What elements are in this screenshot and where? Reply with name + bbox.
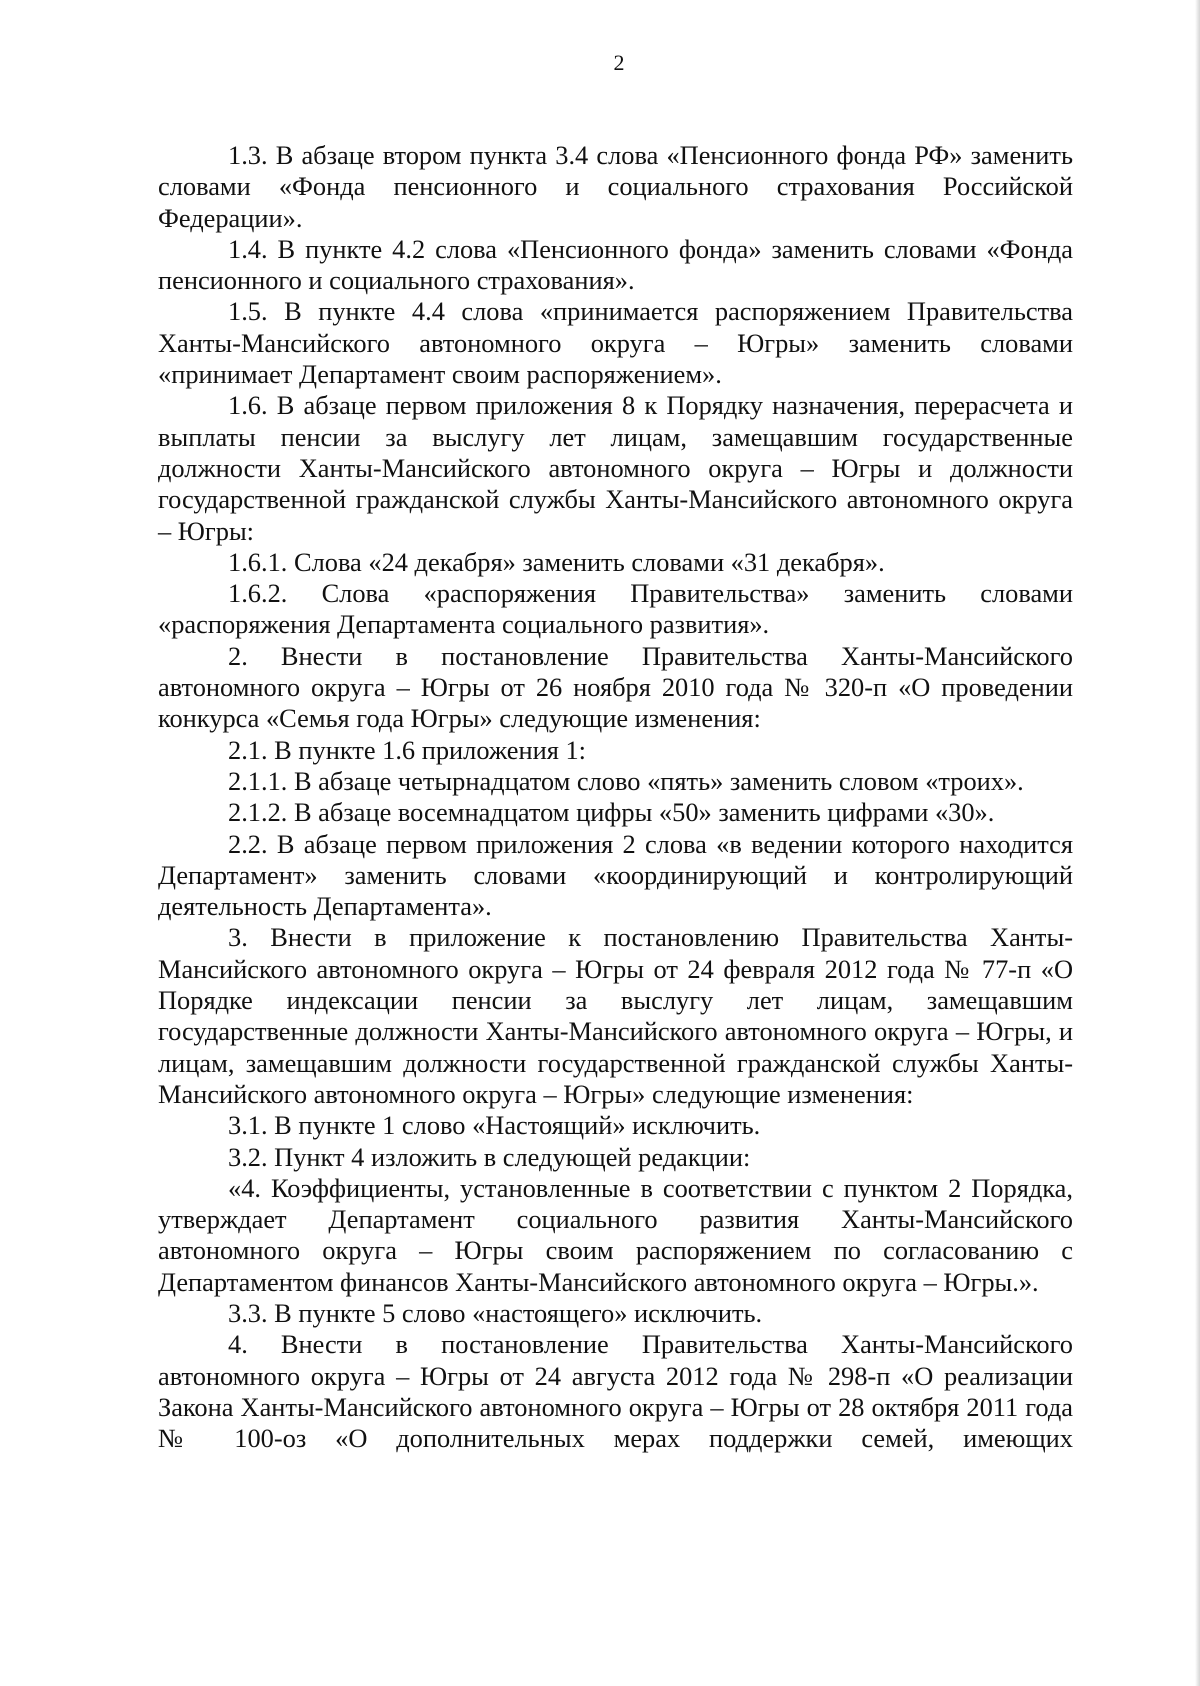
paragraph-2-1: 2.1. В пункте 1.6 приложения 1: (228, 734, 586, 765)
paragraph-2-1-1: 2.1.1. В абзаце четырнадцатом слово «пять» заменить словом «троих». (228, 765, 1024, 796)
paragraph-1-4: 1.4. В пункте 4.2 слова «Пенсионного фонда» заменить словами «Фонда пенсионного и социального страхования». (158, 233, 1073, 296)
paragraph-1-5: 1.5. В пункте 4.4 слова «принимается распоряжением Правительства Ханты-Мансийского автономного округа – Югры» заменить словами «принимает Департамент своим распоряжением». (158, 296, 1073, 390)
paragraph-3-2: 3.2. Пункт 4 изложить в следующей редакции: (228, 1141, 751, 1172)
paragraph-1-3: 1.3. В абзаце втором пункта 3.4 слова «Пенсионного фонда РФ» заменить словами «Фонда пенсионного и социального страхования Российской Федерации». (158, 140, 1073, 233)
paragraph-3-1: 3.1. В пункте 1 слово «Настоящий» исключить. (228, 1110, 761, 1141)
page-edge-shadow (1195, 0, 1200, 1686)
paragraph-3: 3. Внести в приложение к постановлению Правительства Ханты-Мансийского автономного округа – Югры от 24 февраля 2012 года № 77-п «О Порядке индексации пенсии за выслугу лет лицам, замещавшим государственные должности Ханты-Мансийского автономного округа – Югры, и лицам, замещавшим должности государственной гражданской службы Ханты-Мансийского автономного округа – Югры» следующие изменения: (158, 922, 1073, 1109)
paragraph-4: 4. Внести в постановление Правительства Ханты-Мансийского автономного округа – Югры от 24 августа 2012 года № 298-п «О реализации Закона Ханты-Мансийского автономного округа – Югры от 28 октября 2011 года № 100-оз «О дополнительных мерах поддержки семей, имеющих (158, 1329, 1073, 1454)
paragraph-2-1-2: 2.1.2. В абзаце восемнадцатом цифры «50» заменить цифрами «30». (228, 797, 995, 828)
paragraph-1-6: 1.6. В абзаце первом приложения 8 к Порядку назначения, перерасчета и выплаты пенсии за выслугу лет лицам, замещавшим государственные должности Ханты-Мансийского автономного округа – Югры и должности государственной гражданской службы Ханты-Мансийского автономного округа – Югры: (158, 390, 1073, 546)
document-body (158, 140, 1073, 1454)
paragraph-1-6-1: 1.6.1. Слова «24 декабря» заменить словами «31 декабря». (228, 546, 885, 577)
paragraph-2-2: 2.2. В абзаце первом приложения 2 слова «в ведении которого находится Департамент» заменить словами «координирующий и контролирующий деятельность Департамента». (158, 828, 1073, 922)
paragraph-2: 2. Внести в постановление Правительства Ханты-Мансийского автономного округа – Югры от 26 ноября 2010 года № 320-п «О проведении конкурса «Семья года Югры» следующие изменения: (158, 640, 1073, 734)
paragraph-3-3: 3.3. В пункте 5 слово «настоящего» исключить. (228, 1297, 763, 1328)
paragraph-1-6-2: 1.6.2. Слова «распоряжения Правительства» заменить словами «распоряжения Департамента социального развития». (158, 578, 1073, 640)
page-number: 2 (613, 50, 625, 75)
paragraph-3-2-quote: «4. Коэффициенты, установленные в соответствии с пунктом 2 Порядка, утверждает Департамент социального развития Ханты-Мансийского автономного округа – Югры своим распоряжением по согласованию с Департаментом финансов Ханты-Мансийского автономного округа – Югры.». (158, 1172, 1073, 1297)
